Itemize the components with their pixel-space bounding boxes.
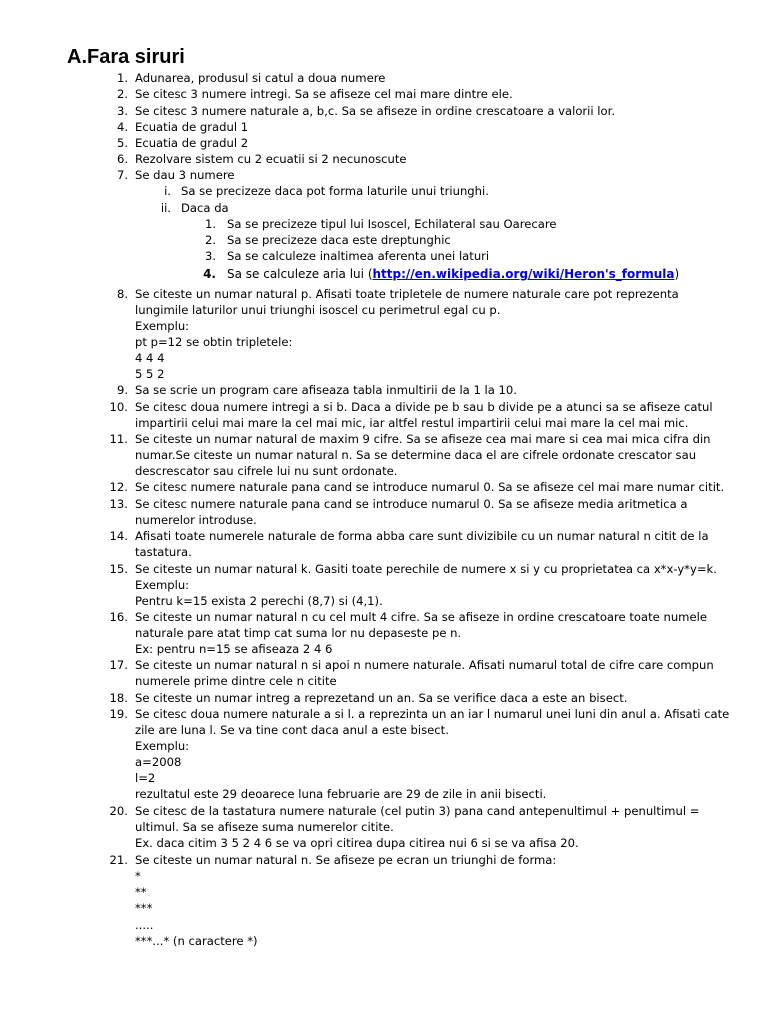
list-item-text-content: impartirii celui mai mare la cel mai mic, iar altfel restul impartirii celui mai mare la cel mai mic. bbox=[135, 416, 689, 430]
list-item-text-content: Se citesc 3 numere intregi. Sa se afiseze cel mai mare dintre ele. bbox=[135, 87, 513, 101]
list-item-text-content: descrescator sau cifrele lui nu sunt ordonate. bbox=[135, 464, 398, 478]
list-item bbox=[0, 70, 768, 86]
list-item-text bbox=[135, 431, 711, 447]
list-item-number: 18. bbox=[109, 691, 128, 705]
list-item bbox=[0, 722, 768, 738]
list-item-text bbox=[227, 216, 557, 232]
list-item-continuation bbox=[135, 415, 688, 431]
list-item-text-content: Se citeste un numar intreg a reprezetand un an. Sa se verifice daca a este an bisect. bbox=[135, 691, 628, 705]
list-item bbox=[0, 706, 768, 722]
list-item-text bbox=[135, 690, 627, 706]
list-item-continuation bbox=[135, 577, 189, 593]
list-item-text-content: 5 5 2 bbox=[135, 367, 165, 381]
list-item-continuation bbox=[135, 447, 696, 463]
list-item-text-content: Sa se calculeze inaltimea aferenta unei laturi bbox=[227, 249, 490, 263]
list-item-number: 9. bbox=[116, 383, 128, 397]
list-item-text bbox=[135, 286, 679, 302]
list-item bbox=[0, 609, 768, 625]
nested-list-item bbox=[0, 216, 768, 232]
list-item-continuation bbox=[135, 673, 337, 689]
list-item-text bbox=[135, 119, 248, 135]
list-item bbox=[0, 86, 768, 102]
list-item bbox=[0, 673, 768, 689]
list-item-text bbox=[227, 266, 679, 282]
list-item bbox=[0, 770, 768, 786]
list-item-continuation bbox=[135, 366, 165, 382]
list-item bbox=[0, 286, 768, 302]
list-item bbox=[0, 167, 768, 183]
list-item-continuation bbox=[135, 819, 394, 835]
list-item-number: 14. bbox=[109, 529, 128, 543]
list-item bbox=[0, 657, 768, 673]
list-item-text bbox=[135, 852, 556, 868]
list-item-text-content: Ex: pentru n=15 se afiseaza 2 4 6 bbox=[135, 642, 333, 656]
list-item bbox=[0, 318, 768, 334]
list-item-number: 4. bbox=[116, 120, 128, 134]
list-item bbox=[0, 544, 768, 560]
list-item-continuation bbox=[135, 302, 500, 318]
list-item bbox=[0, 754, 768, 770]
list-item-text-content: ** bbox=[135, 885, 147, 899]
list-item-continuation bbox=[135, 544, 192, 560]
list-item-text-content: Ex. daca citim 3 5 2 4 6 se va opri citirea dupa citirea nui 6 si se va afisa 20. bbox=[135, 836, 579, 850]
list-item-text bbox=[135, 561, 717, 577]
list-item-text-content: naturale pare atat timp cat suma lor nu depaseste pe n. bbox=[135, 626, 462, 640]
list-item bbox=[0, 334, 768, 350]
list-item-text-content: tastatura. bbox=[135, 545, 192, 559]
list-item-text bbox=[135, 803, 699, 819]
list-item bbox=[0, 103, 768, 119]
list-item-continuation bbox=[135, 868, 141, 884]
list-item bbox=[0, 528, 768, 544]
list-item-text-content: Afisati toate numerele naturale de forma abba care sunt divizibile cu un numar natural n citit de la bbox=[135, 529, 709, 543]
list-item-continuation bbox=[135, 334, 292, 350]
list-item-text bbox=[227, 248, 489, 264]
list-item-number: 4. bbox=[203, 267, 216, 281]
list-item-text-content: Daca da bbox=[181, 201, 229, 215]
list-item-number: 1. bbox=[116, 71, 128, 85]
list-item-text-content: l=2 bbox=[135, 771, 156, 785]
list-item bbox=[0, 350, 768, 366]
list-item-number: 5. bbox=[116, 136, 128, 150]
list-item-text bbox=[135, 167, 235, 183]
list-item-continuation bbox=[135, 754, 181, 770]
list-item-text-content: Se citesc 3 numere naturale a, b,c. Sa se afiseze in ordine crescatoare a valorii lor. bbox=[135, 104, 616, 118]
list-item-continuation bbox=[135, 900, 152, 916]
list-item-number: 1. bbox=[204, 217, 216, 231]
list-item-number: 11. bbox=[109, 432, 128, 446]
list-item-text bbox=[135, 103, 615, 119]
list-item-number: 21. bbox=[109, 853, 128, 867]
list-item bbox=[0, 463, 768, 479]
list-item-text-content: Se citeste un numar natural n. Se afiseze pe ecran un triunghi de forma: bbox=[135, 853, 557, 867]
sub-list-item bbox=[0, 200, 768, 216]
list-item-text-content: Rezolvare sistem cu 2 ecuatii si 2 necunoscute bbox=[135, 152, 407, 166]
list-item-number: 7. bbox=[116, 168, 128, 182]
list-item bbox=[0, 625, 768, 641]
list-item bbox=[0, 641, 768, 657]
nested-list-item bbox=[0, 232, 768, 248]
list-item-text-content: Exemplu: bbox=[135, 578, 190, 592]
list-item-text-content: Exemplu: bbox=[135, 739, 190, 753]
list-item bbox=[0, 738, 768, 754]
list-item-text-content: 4 4 4 bbox=[135, 351, 165, 365]
list-item-continuation bbox=[135, 933, 258, 949]
sub-list-item bbox=[0, 183, 768, 199]
list-item bbox=[0, 917, 768, 933]
list-item-number: 13. bbox=[109, 497, 128, 511]
list-item-number: ii. bbox=[160, 201, 171, 215]
list-item-text-content: Ecuatia de gradul 2 bbox=[135, 136, 249, 150]
list-item bbox=[0, 577, 768, 593]
list-item-text bbox=[135, 609, 707, 625]
list-item-text-content: Exemplu: bbox=[135, 319, 190, 333]
list-item-text-content: Sa se precizeze daca pot forma laturile unui triunghi. bbox=[181, 184, 489, 198]
list-item-number: 6. bbox=[116, 152, 128, 166]
list-item-continuation bbox=[135, 593, 383, 609]
section-heading bbox=[67, 45, 185, 69]
list-item-number: 12. bbox=[109, 480, 128, 494]
list-item-continuation bbox=[135, 512, 257, 528]
list-item-continuation bbox=[135, 463, 397, 479]
list-item bbox=[0, 135, 768, 151]
list-item bbox=[0, 447, 768, 463]
list-item bbox=[0, 786, 768, 802]
list-item bbox=[0, 479, 768, 495]
list-item-number: 2. bbox=[204, 233, 216, 247]
list-item-text-content: lungimile laturilor unui triunghi isoscel cu perimetrul egal cu p. bbox=[135, 303, 501, 317]
closing-paren: ) bbox=[674, 267, 680, 281]
list-item-text bbox=[135, 399, 713, 415]
list-item-text-content: Se citeste un numar natural n cu cel mult 4 cifre. Sa se afiseze in ordine crescatoare toate numele bbox=[135, 610, 707, 624]
list-item bbox=[0, 431, 768, 447]
list-item-text bbox=[135, 657, 714, 673]
list-item-text-content: a=2008 bbox=[135, 755, 182, 769]
list-item-text-content: Se citeste un numar natural p. Afisati toate tripletele de numere naturale care pot reprezenta bbox=[135, 287, 679, 301]
list-item-text bbox=[135, 151, 407, 167]
list-item bbox=[0, 399, 768, 415]
section-heading-text: Fara siruri bbox=[87, 46, 185, 68]
list-item-text bbox=[135, 528, 709, 544]
list-item-text bbox=[135, 135, 248, 151]
list-item bbox=[0, 302, 768, 318]
list-item-text-content: Se citesc doua numere intregi a si b. Daca a divide pe b sau b divide pe a atunci sa se afiseze catul bbox=[135, 400, 713, 414]
list-item-number: 19. bbox=[109, 707, 128, 721]
list-item-number: i. bbox=[164, 184, 171, 198]
list-item-continuation bbox=[135, 917, 153, 933]
list-item-text-content: Sa se precizeze tipul lui Isoscel, Echilateral sau Oarecare bbox=[227, 217, 557, 231]
list-item-text-content: Sa se scrie un program care afiseaza tabla inmultirii de la 1 la 10. bbox=[135, 383, 517, 397]
list-item bbox=[0, 690, 768, 706]
section-heading-number: A. bbox=[67, 46, 87, 68]
heron-formula-link[interactable]: http://en.wikipedia.org/wiki/Heron's_formula bbox=[372, 267, 675, 281]
list-item-number: 17. bbox=[109, 658, 128, 672]
list-item-text bbox=[135, 382, 517, 398]
list-item-number: 3. bbox=[116, 104, 128, 118]
list-item-continuation bbox=[135, 722, 449, 738]
list-item-text-content: * bbox=[135, 869, 141, 883]
list-item-continuation bbox=[135, 641, 332, 657]
list-item-text-content: Sa se precizeze daca este dreptunghic bbox=[227, 233, 451, 247]
list-item-text bbox=[135, 70, 385, 86]
list-item bbox=[0, 819, 768, 835]
list-item-text bbox=[181, 183, 489, 199]
list-item-text bbox=[181, 200, 229, 216]
list-item-text-content: Sa se calculeze aria lui ( bbox=[227, 267, 373, 281]
list-item-text-content: Se citesc de la tastatura numere naturale (cel putin 3) pana cand antepenultimul + penultimul = bbox=[135, 804, 700, 818]
list-item-number: 16. bbox=[109, 610, 128, 624]
list-item-text-content: Pentru k=15 exista 2 perechi (8,7) si (4,1). bbox=[135, 594, 383, 608]
list-item bbox=[0, 512, 768, 528]
list-item bbox=[0, 119, 768, 135]
nested-list-item bbox=[0, 266, 768, 282]
list-item bbox=[0, 933, 768, 949]
list-item-text-content: numar.Se citeste un numar natural n. Sa se determine daca el are cifrele ordonate crescator sau bbox=[135, 448, 697, 462]
list-item-text-content: numerelor introduse. bbox=[135, 513, 257, 527]
list-item-text-content: ultimul. Sa se afiseze suma numerelor citite. bbox=[135, 820, 394, 834]
list-item-continuation bbox=[135, 738, 189, 754]
list-item-number: 15. bbox=[109, 562, 128, 576]
list-item-number: 3. bbox=[204, 249, 216, 263]
list-item-text-content: zile are luna l. Se va tine cont daca anul a este bisect. bbox=[135, 723, 449, 737]
list-item bbox=[0, 852, 768, 868]
list-item-text-content: Se citesc numere naturale pana cand se introduce numarul 0. Sa se afiseze media aritmetica a bbox=[135, 497, 688, 511]
list-item-continuation bbox=[135, 350, 165, 366]
list-item-number: 2. bbox=[116, 87, 128, 101]
list-item-text bbox=[135, 86, 513, 102]
list-item-number: 10. bbox=[109, 400, 128, 414]
list-item-continuation bbox=[135, 318, 189, 334]
list-item bbox=[0, 382, 768, 398]
list-item-text bbox=[135, 706, 729, 722]
list-item bbox=[0, 884, 768, 900]
list-item-text-content: Se citeste un numar natural k. Gasiti toate perechile de numere x si y cu proprietatea ca x*x-y*y=k. bbox=[135, 562, 717, 576]
list-item-continuation bbox=[135, 770, 155, 786]
list-item-text-content: Adunarea, produsul si catul a doua numere bbox=[135, 71, 386, 85]
list-item-text-content: numerele prime dintre cele n citite bbox=[135, 674, 337, 688]
list-item-continuation bbox=[135, 835, 579, 851]
list-item-text-content: Se dau 3 numere bbox=[135, 168, 235, 182]
list-item bbox=[0, 803, 768, 819]
list-item-continuation bbox=[135, 625, 461, 641]
list-item-text-content: pt p=12 se obtin tripletele: bbox=[135, 335, 293, 349]
list-item-text bbox=[135, 479, 724, 495]
list-item-text bbox=[227, 232, 451, 248]
list-item-text-content: Se citeste un numar natural de maxim 9 cifre. Sa se afiseze cea mai mare si cea mai mica cifra din bbox=[135, 432, 711, 446]
list-item bbox=[0, 415, 768, 431]
list-item-text-content: ..... bbox=[135, 918, 154, 932]
list-item bbox=[0, 900, 768, 916]
list-item-text-content: *** bbox=[135, 901, 153, 915]
list-item-text-content: Se citesc numere naturale pana cand se introduce numarul 0. Sa se afiseze cel mai mare numar citit. bbox=[135, 480, 725, 494]
list-item bbox=[0, 835, 768, 851]
list-item-continuation bbox=[135, 884, 147, 900]
list-item bbox=[0, 868, 768, 884]
list-item-number: 8. bbox=[116, 287, 128, 301]
list-item-text-content: rezultatul este 29 deoarece luna februarie are 29 de zile in anii bisecti. bbox=[135, 787, 547, 801]
nested-list-item bbox=[0, 248, 768, 264]
list-item bbox=[0, 366, 768, 382]
list-item-continuation bbox=[135, 786, 546, 802]
list-item-text-content: Ecuatia de gradul 1 bbox=[135, 120, 249, 134]
list-item-text-content: Se citeste un numar natural n si apoi n numere naturale. Afisati numarul total de cifre care compun bbox=[135, 658, 714, 672]
list-item-text-content: Se citesc doua numere naturale a si l. a reprezinta un an iar l numarul unei luni din anul a. Afisati cate bbox=[135, 707, 730, 721]
list-item bbox=[0, 561, 768, 577]
list-item bbox=[0, 151, 768, 167]
list-item bbox=[0, 593, 768, 609]
list-item-number: 20. bbox=[109, 804, 128, 818]
list-item-text bbox=[135, 496, 687, 512]
list-item bbox=[0, 496, 768, 512]
list-item-text-content: ***...* (n caractere *) bbox=[135, 934, 258, 948]
